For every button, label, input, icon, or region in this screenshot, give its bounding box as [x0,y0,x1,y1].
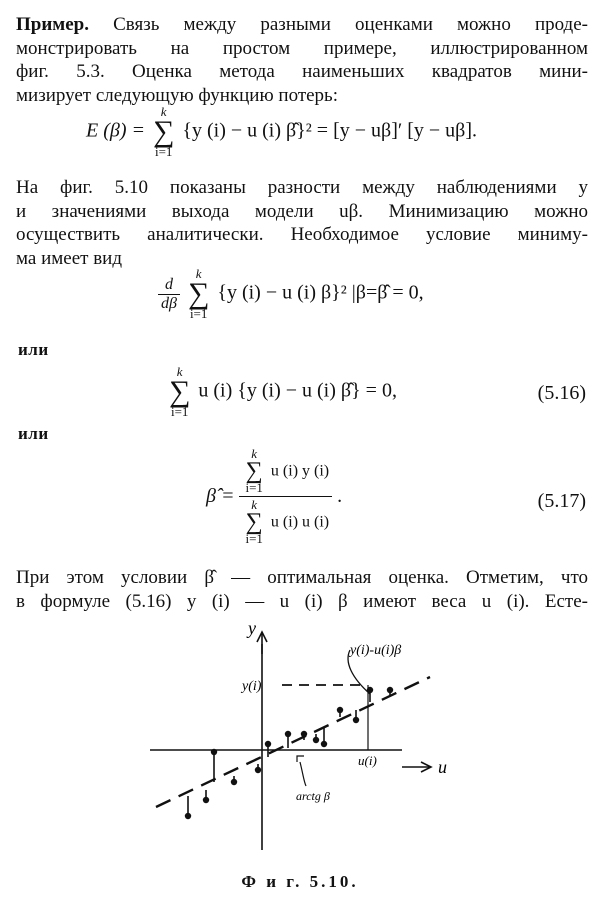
denominator-body: u (i) u (i) [270,513,330,531]
equation-body: {y (i) − u (i) β}² |β=β̂ = 0, [217,281,424,304]
equation-number: (5.17) [537,490,586,512]
figure-caption: Ф и г. 5.10. [241,872,359,891]
observation-point [285,731,291,737]
ui-label: u(i) [358,753,377,768]
sum-symbol: k ∑ i=1 [187,266,210,321]
equation-5-16 [166,366,397,418]
equation-body: u (i) {y (i) − u (i) β̂} = 0, [198,379,397,402]
paragraph-3 [16,566,588,613]
text-line: Связь между разными оценками можно проде- [89,14,588,35]
text-line: На фиг. 5.10 показаны разности между наблюдениями y [16,177,588,198]
yi-label: y(i) [242,679,262,694]
sum-symbol: k ∑ i=1 [245,497,263,546]
figure-5-10 [0,610,600,860]
numerator-body: u (i) y (i) [270,462,330,480]
sum-symbol: k ∑ i=1 [245,446,263,495]
observation-point [255,767,261,773]
arctg-pointer [300,762,306,786]
arctg-label: arctg β [296,789,330,803]
observation-point [301,731,307,737]
observation-point [211,749,217,755]
u-axis-label: u [438,757,447,777]
observation-point [313,737,319,743]
observation-point [367,687,373,693]
text-line: фиг. 5.3. Оценка метода наименьших квадратов мини- [16,61,588,82]
equation-number: (5.16) [537,382,586,404]
equation-5-17: β̂ = k ∑ i=1 u (i) y (i) k ∑ i=1 u (i) u (i) . [206,446,343,546]
text-line: монстрировать на простом примере, иллюстрированном [16,37,588,59]
text-line: ма имеет вид [16,247,122,269]
regression-line [156,677,430,807]
observation-point [265,741,271,747]
text-line: мизирует следующую функцию потерь: [16,84,338,106]
angle-mark [297,756,304,762]
equation-lhs: β̂ = [206,485,235,507]
text-line: При этом условии β̂ — оптимальная оценка. Отметим, что [16,567,588,588]
estimate-fraction [239,448,332,545]
equation-lhs: E (β) = [86,119,145,142]
y-axis-label: y [248,618,256,638]
sum-symbol: k ∑ i=1 [169,364,191,419]
equation-loss [86,106,477,158]
equation-body: {y (i) − u (i) β̂}² = [y − uβ]′ [y − uβ]. [182,119,477,142]
paragraph-1 [16,13,588,107]
paragraph-2 [16,176,588,270]
observation-point [353,717,359,723]
observation-point [203,797,209,803]
sum-symbol: k ∑ i=1 [153,104,175,159]
observation-point [185,813,191,819]
connector-or: или [18,340,49,359]
observation-point [231,779,237,785]
example-heading: Пример. [16,14,89,35]
observation-point [321,741,327,747]
text-line: осуществить аналитически. Необходимое условие миниму- [16,224,588,245]
difference-label: y(i)-u(i)β [350,643,402,658]
equation-derivative [158,268,424,320]
derivative-fraction: $\frac{d}{d\beta}$ [158,276,180,313]
connector-or: или [18,424,49,443]
observation-point [337,707,343,713]
text-line: и значениями выхода модели uβ. Минимизацию можно [16,200,588,222]
observation-point [387,687,393,693]
text-line: в формуле (5.16) y (i) — u (i) β имеют веса u (i). Есте- [16,590,588,612]
